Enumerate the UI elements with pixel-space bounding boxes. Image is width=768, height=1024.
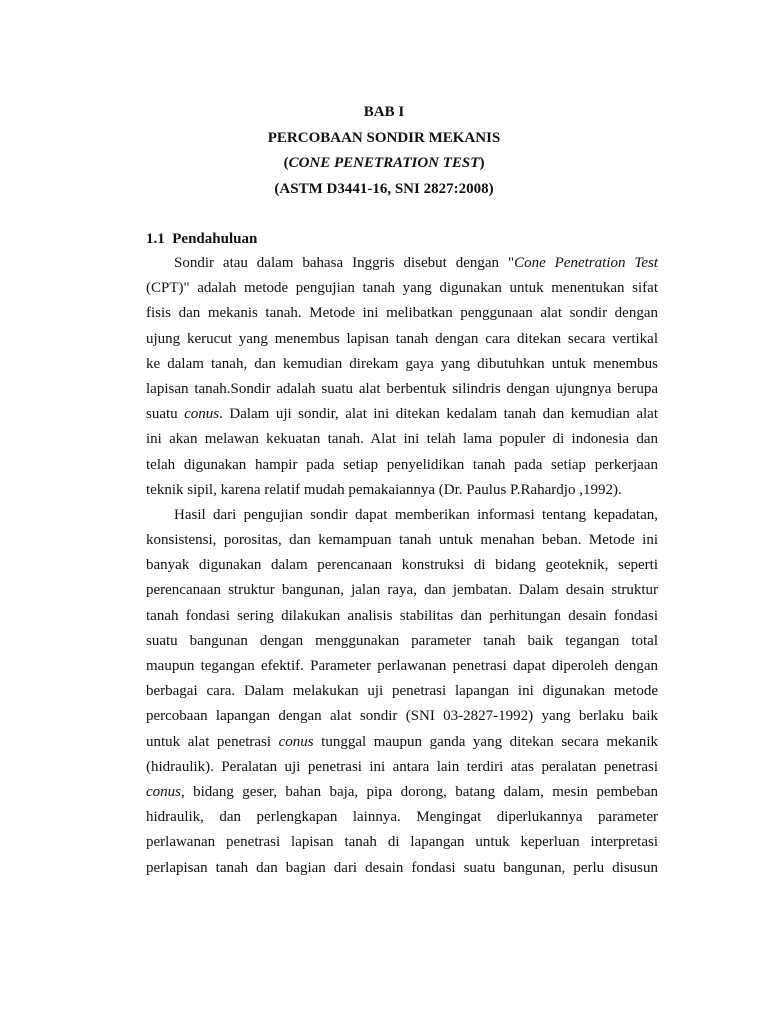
line-text: ujung kerucut yang menembus lapisan tanah dengan cara ditekan secara vertikal [146,330,658,347]
paragraph-1 [146,251,658,503]
text-line [146,805,658,830]
text-line [146,856,658,881]
line-text: hidraulik, dan perlengkapan lainnya. Mengingat diperlukannya parameter [146,809,658,826]
text-line [146,780,658,805]
text-line [146,327,658,352]
subtitle-close-paren: ) [479,155,485,171]
line-text: (hidraulik). Peralatan uji penetrasi ini antara lain terdiri atas peralatan penetrasi [146,758,658,775]
text-line [146,528,658,553]
line-text: konsistensi, porositas, dan kemampuan tanah untuk menahan beban. Metode ini [146,532,658,549]
chapter-title: PERCOBAAN SONDIR MEKANIS [267,129,501,146]
line-text: teknik sipil, karena relatif mudah pemakaiannya (Dr. Paulus P.Rahardjo ,1992). [146,481,622,498]
line-text: suatu bangunan dengan menggunakan parameter tanah baik tegangan total [146,632,658,649]
line-text: perlawanan penetrasi lapisan tanah di lapangan untuk keperluan interpretasi [146,834,658,851]
chapter-subtitle [0,151,768,177]
line-text: (CPT)" adalah metode pengujian tanah yang digunakan untuk menentukan sifat [146,280,658,297]
line-text-continued: . Dalam uji sondir, alat ini ditekan kedalam tanah dan kemudian alat [219,406,658,423]
subtitle-italic: CONE PENETRATION TEST [288,155,480,171]
line-text-continued: tunggal maupun ganda yang ditekan secara mekanik [313,733,658,750]
body-text [146,251,658,881]
line-text: ini akan melawan kekuatan tanah. Alat ini telah lama populer di indonesia dan [146,431,658,448]
line-text: banyak digunakan dalam perencanaan konstruksi di bidang geoteknik, seperti [146,557,658,574]
section-title: Pendahuluan [172,231,258,247]
chapter-heading [0,100,768,202]
line-text: perlapisan tanah dan bagian dari desain fondasi suatu bangunan, perlu disusun [146,859,658,876]
line-text: telah digunakan hampir pada setiap penyelidikan tanah pada setiap perkerjaan [146,456,658,473]
chapter-number: BAB I [363,104,405,120]
text-line [146,251,658,276]
text-line [146,654,658,679]
line-text: fisis dan mekanis tanah. Metode ini melibatkan penggunaan alat sondir dengan [146,305,658,322]
paragraph-2 [146,503,658,881]
line-italic-text: conus [146,783,181,800]
section-number: 1.1 [146,231,165,247]
text-line [146,478,658,503]
line-italic-text: Cone Penetration Test [514,255,659,271]
text-line [146,352,658,377]
line-text: Hasil dari pengujian sondir dapat memberikan informasi tentang kepadatan, [174,506,658,523]
line-text: untuk alat penetrasi [146,733,279,750]
line-text-continued: , bidang geser, bahan baja, pipa dorong, batang dalam, mesin pembeban [181,783,658,800]
line-text: maupun tegangan efektif. Parameter perlawanan penetrasi dapat diperoleh dengan [146,658,658,674]
line-text: lapisan tanah.Sondir adalah suatu alat berbentuk silindris dengan ujungnya berupa [146,380,658,397]
line-text: tanah fondasi sering dilakukan analisis stabilitas dan perhitungan desain fondasi [146,607,658,624]
text-line [146,553,658,578]
line-text: suatu [146,406,185,423]
text-line [146,755,658,780]
section-heading [146,227,257,252]
text-line [146,830,658,855]
text-line [146,704,658,729]
text-line [146,377,658,402]
chapter-standards: (ASTM D3441-16, SNI 2827:2008) [274,180,494,197]
line-text: berbagai cara. Dalam melakukan uji penetrasi lapangan ini digunakan metode [146,683,658,700]
text-line [146,503,658,528]
line-italic-text: conus [184,406,220,423]
line-italic-text: conus [278,733,314,750]
subtitle-open-paren: ( [283,155,289,171]
line-text: perencanaan struktur bangunan, jalan raya, dan jembatan. Dalam desain struktur [146,582,658,599]
text-line [146,679,658,704]
line-text: Sondir atau dalam bahasa Inggris disebut dengan " [174,255,515,271]
text-line [146,578,658,603]
text-line [146,629,658,654]
line-text: ke dalam tanah, dan kemudian direkam gaya yang dibutuhkan untuk menembus [146,355,658,372]
text-line [146,402,658,427]
text-line [146,453,658,478]
text-line [146,301,658,326]
text-line [146,276,658,301]
text-line [146,427,658,452]
text-line [146,730,658,755]
line-text: percobaan lapangan dengan alat sondir (SNI 03-2827-1992) yang berlaku baik [146,708,658,725]
text-line [146,604,658,629]
